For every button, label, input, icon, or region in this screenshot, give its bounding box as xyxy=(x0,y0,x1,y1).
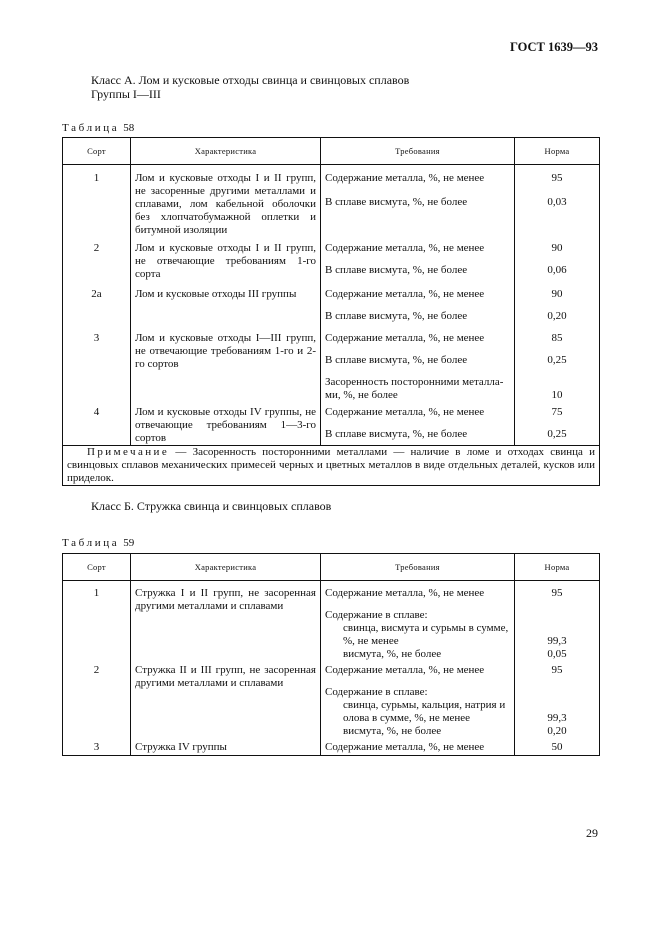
requirement-subtext: висмута, %, не более xyxy=(343,647,442,660)
norm-value: 0,05 xyxy=(547,647,567,660)
norm-value: 75 xyxy=(551,406,563,418)
norm-value: 0,06 xyxy=(547,263,567,276)
requirements-cell xyxy=(321,581,515,662)
characteristic-cell: Лом и кусковые отходы III группы xyxy=(131,284,321,328)
table-header-row xyxy=(63,554,600,581)
characteristic-cell: Стружка II и III групп, не засоренная другими металлами и сплавами xyxy=(131,661,321,738)
column-header-sort: Сорт xyxy=(63,138,131,165)
norm-value: 99,3 xyxy=(547,634,567,647)
norm-value: 99,3 xyxy=(547,711,567,724)
requirement-text: Содержание в сплаве: xyxy=(325,685,428,698)
sort-cell: 2 xyxy=(63,661,131,738)
document-code: ГОСТ 1639—93 xyxy=(509,40,598,54)
norm-cell xyxy=(515,661,600,738)
requirement-text: В сплаве висмута, %, не более xyxy=(325,263,468,276)
sort-cell: 1 xyxy=(63,581,131,662)
requirement-text: Содержание металла, %, не менее xyxy=(325,406,485,418)
table-row xyxy=(63,165,600,239)
norm-value: 0,03 xyxy=(547,195,567,208)
norm-value: 90 xyxy=(551,288,563,300)
sort-cell: 4 xyxy=(63,402,131,445)
requirement-text: Засоренность посторонними металла- xyxy=(325,375,504,388)
norm-value: 0,20 xyxy=(547,309,567,322)
norm-value: 0,25 xyxy=(547,353,567,366)
column-header-norm: Норма xyxy=(515,554,600,581)
table-row xyxy=(63,328,600,402)
column-header-requirements: Требования xyxy=(321,554,515,581)
requirement-subtext: висмута, %, не более xyxy=(343,724,442,737)
characteristic-cell: Лом и кусковые отходы IV группы, не отвечающие требованиям 1—3-го сортов xyxy=(131,402,321,445)
table-row xyxy=(63,238,600,284)
norm-value: 0,20 xyxy=(547,724,567,737)
table-note xyxy=(63,445,600,485)
requirements-cell xyxy=(321,238,515,284)
note-text: — Засоренность посторонними металлами — наличие в ломе и отходах свинца и свинцовых сплавов механических примесей черных и цветных металлов в виде отдельных деталей, кусков или приделок. xyxy=(67,445,595,484)
norm-cell xyxy=(515,328,600,402)
characteristic-cell: Лом и кусковые отходы I и II групп, не засоренные другими металлами и сплавами, лом кабельной оболочки без хлопчатобумажной оплетки и битумной изоляции xyxy=(131,165,321,239)
note-row xyxy=(63,445,600,485)
characteristic-cell: Стружка IV группы xyxy=(131,738,321,756)
class-b-heading: Класс Б. Стружка свинца и свинцовых сплавов xyxy=(91,499,332,513)
requirement-text: ми, %, не более xyxy=(325,388,398,401)
requirements-cell xyxy=(321,402,515,445)
norm-value: 95 xyxy=(551,587,563,599)
requirement-text: Содержание металла, %, не менее xyxy=(325,741,485,753)
class-a-groups: Группы I—III xyxy=(91,87,161,101)
requirements-cell xyxy=(321,328,515,402)
norm-cell xyxy=(515,738,600,756)
sort-cell: 2 xyxy=(63,238,131,284)
requirements-cell xyxy=(321,165,515,239)
column-header-requirements: Требования xyxy=(321,138,515,165)
column-header-characteristic: Характеристика xyxy=(131,138,321,165)
norm-cell xyxy=(515,402,600,445)
norm-value: 90 xyxy=(551,242,563,254)
characteristic-cell: Лом и кусковые отходы I—III групп, не отвечающие требованиям 1-го и 2-го сортов xyxy=(131,328,321,402)
requirement-subtext: %, не менее xyxy=(343,634,399,647)
column-header-sort: Сорт xyxy=(63,554,131,581)
requirement-text: Содержание металла, %, не менее xyxy=(325,172,485,184)
requirements-cell xyxy=(321,284,515,328)
requirement-text: В сплаве висмута, %, не более xyxy=(325,309,468,322)
requirement-text: В сплаве висмута, %, не более xyxy=(325,427,468,440)
requirements-cell xyxy=(321,661,515,738)
table-header-row xyxy=(63,138,600,165)
sort-cell: 2а xyxy=(63,284,131,328)
class-a-heading xyxy=(91,73,409,101)
column-header-characteristic: Характеристика xyxy=(131,554,321,581)
norm-value: 50 xyxy=(551,741,563,753)
norm-value: 85 xyxy=(551,332,563,344)
requirement-text: Содержание металла, %, не менее xyxy=(325,242,485,254)
table-row xyxy=(63,581,600,662)
norm-value: 95 xyxy=(551,172,563,184)
sort-cell: 3 xyxy=(63,738,131,756)
requirement-text: В сплаве висмута, %, не более xyxy=(325,353,468,366)
requirement-text: Содержание металла, %, не менее xyxy=(325,332,485,344)
characteristic-cell: Стружка I и II групп, не засоренная другими металлами и сплавами xyxy=(131,581,321,662)
requirement-text: Содержание в сплаве: xyxy=(325,608,428,621)
requirements-cell xyxy=(321,738,515,756)
requirement-subtext: олова в сумме, %, не менее xyxy=(343,711,471,724)
norm-value: 0,25 xyxy=(547,427,567,440)
characteristic-cell: Лом и кусковые отходы I и II групп, не отвечающие требованиям 1-го сорта xyxy=(131,238,321,284)
column-header-norm: Норма xyxy=(515,138,600,165)
norm-cell xyxy=(515,581,600,662)
table-row xyxy=(63,284,600,328)
table-row xyxy=(63,738,600,756)
requirement-text: В сплаве висмута, %, не более xyxy=(325,195,468,208)
table-58-label: Таблица 58 xyxy=(62,122,135,134)
table-59-label: Таблица 59 xyxy=(62,537,135,549)
requirement-subtext: свинца, висмута и сурьмы в сумме, xyxy=(343,621,509,634)
page-number: 29 xyxy=(586,826,598,840)
table-59 xyxy=(62,553,600,756)
requirement-subtext: свинца, сурьмы, кальция, натрия и xyxy=(343,698,506,711)
class-a-title: Класс А. Лом и кусковые отходы свинца и свинцовых сплавов xyxy=(91,73,410,87)
sort-cell: 1 xyxy=(63,165,131,239)
table-58 xyxy=(62,137,600,486)
requirement-text: Содержание металла, %, не менее xyxy=(325,664,485,676)
table-row xyxy=(63,402,600,445)
sort-cell: 3 xyxy=(63,328,131,402)
norm-cell xyxy=(515,284,600,328)
norm-value: 10 xyxy=(551,388,563,401)
table-row xyxy=(63,661,600,738)
norm-cell xyxy=(515,165,600,239)
requirement-text: Содержание металла, %, не менее xyxy=(325,587,485,599)
norm-value: 95 xyxy=(551,664,563,676)
norm-cell xyxy=(515,238,600,284)
requirement-text: Содержание металла, %, не менее xyxy=(325,288,485,300)
note-label: Примечание xyxy=(87,445,170,458)
